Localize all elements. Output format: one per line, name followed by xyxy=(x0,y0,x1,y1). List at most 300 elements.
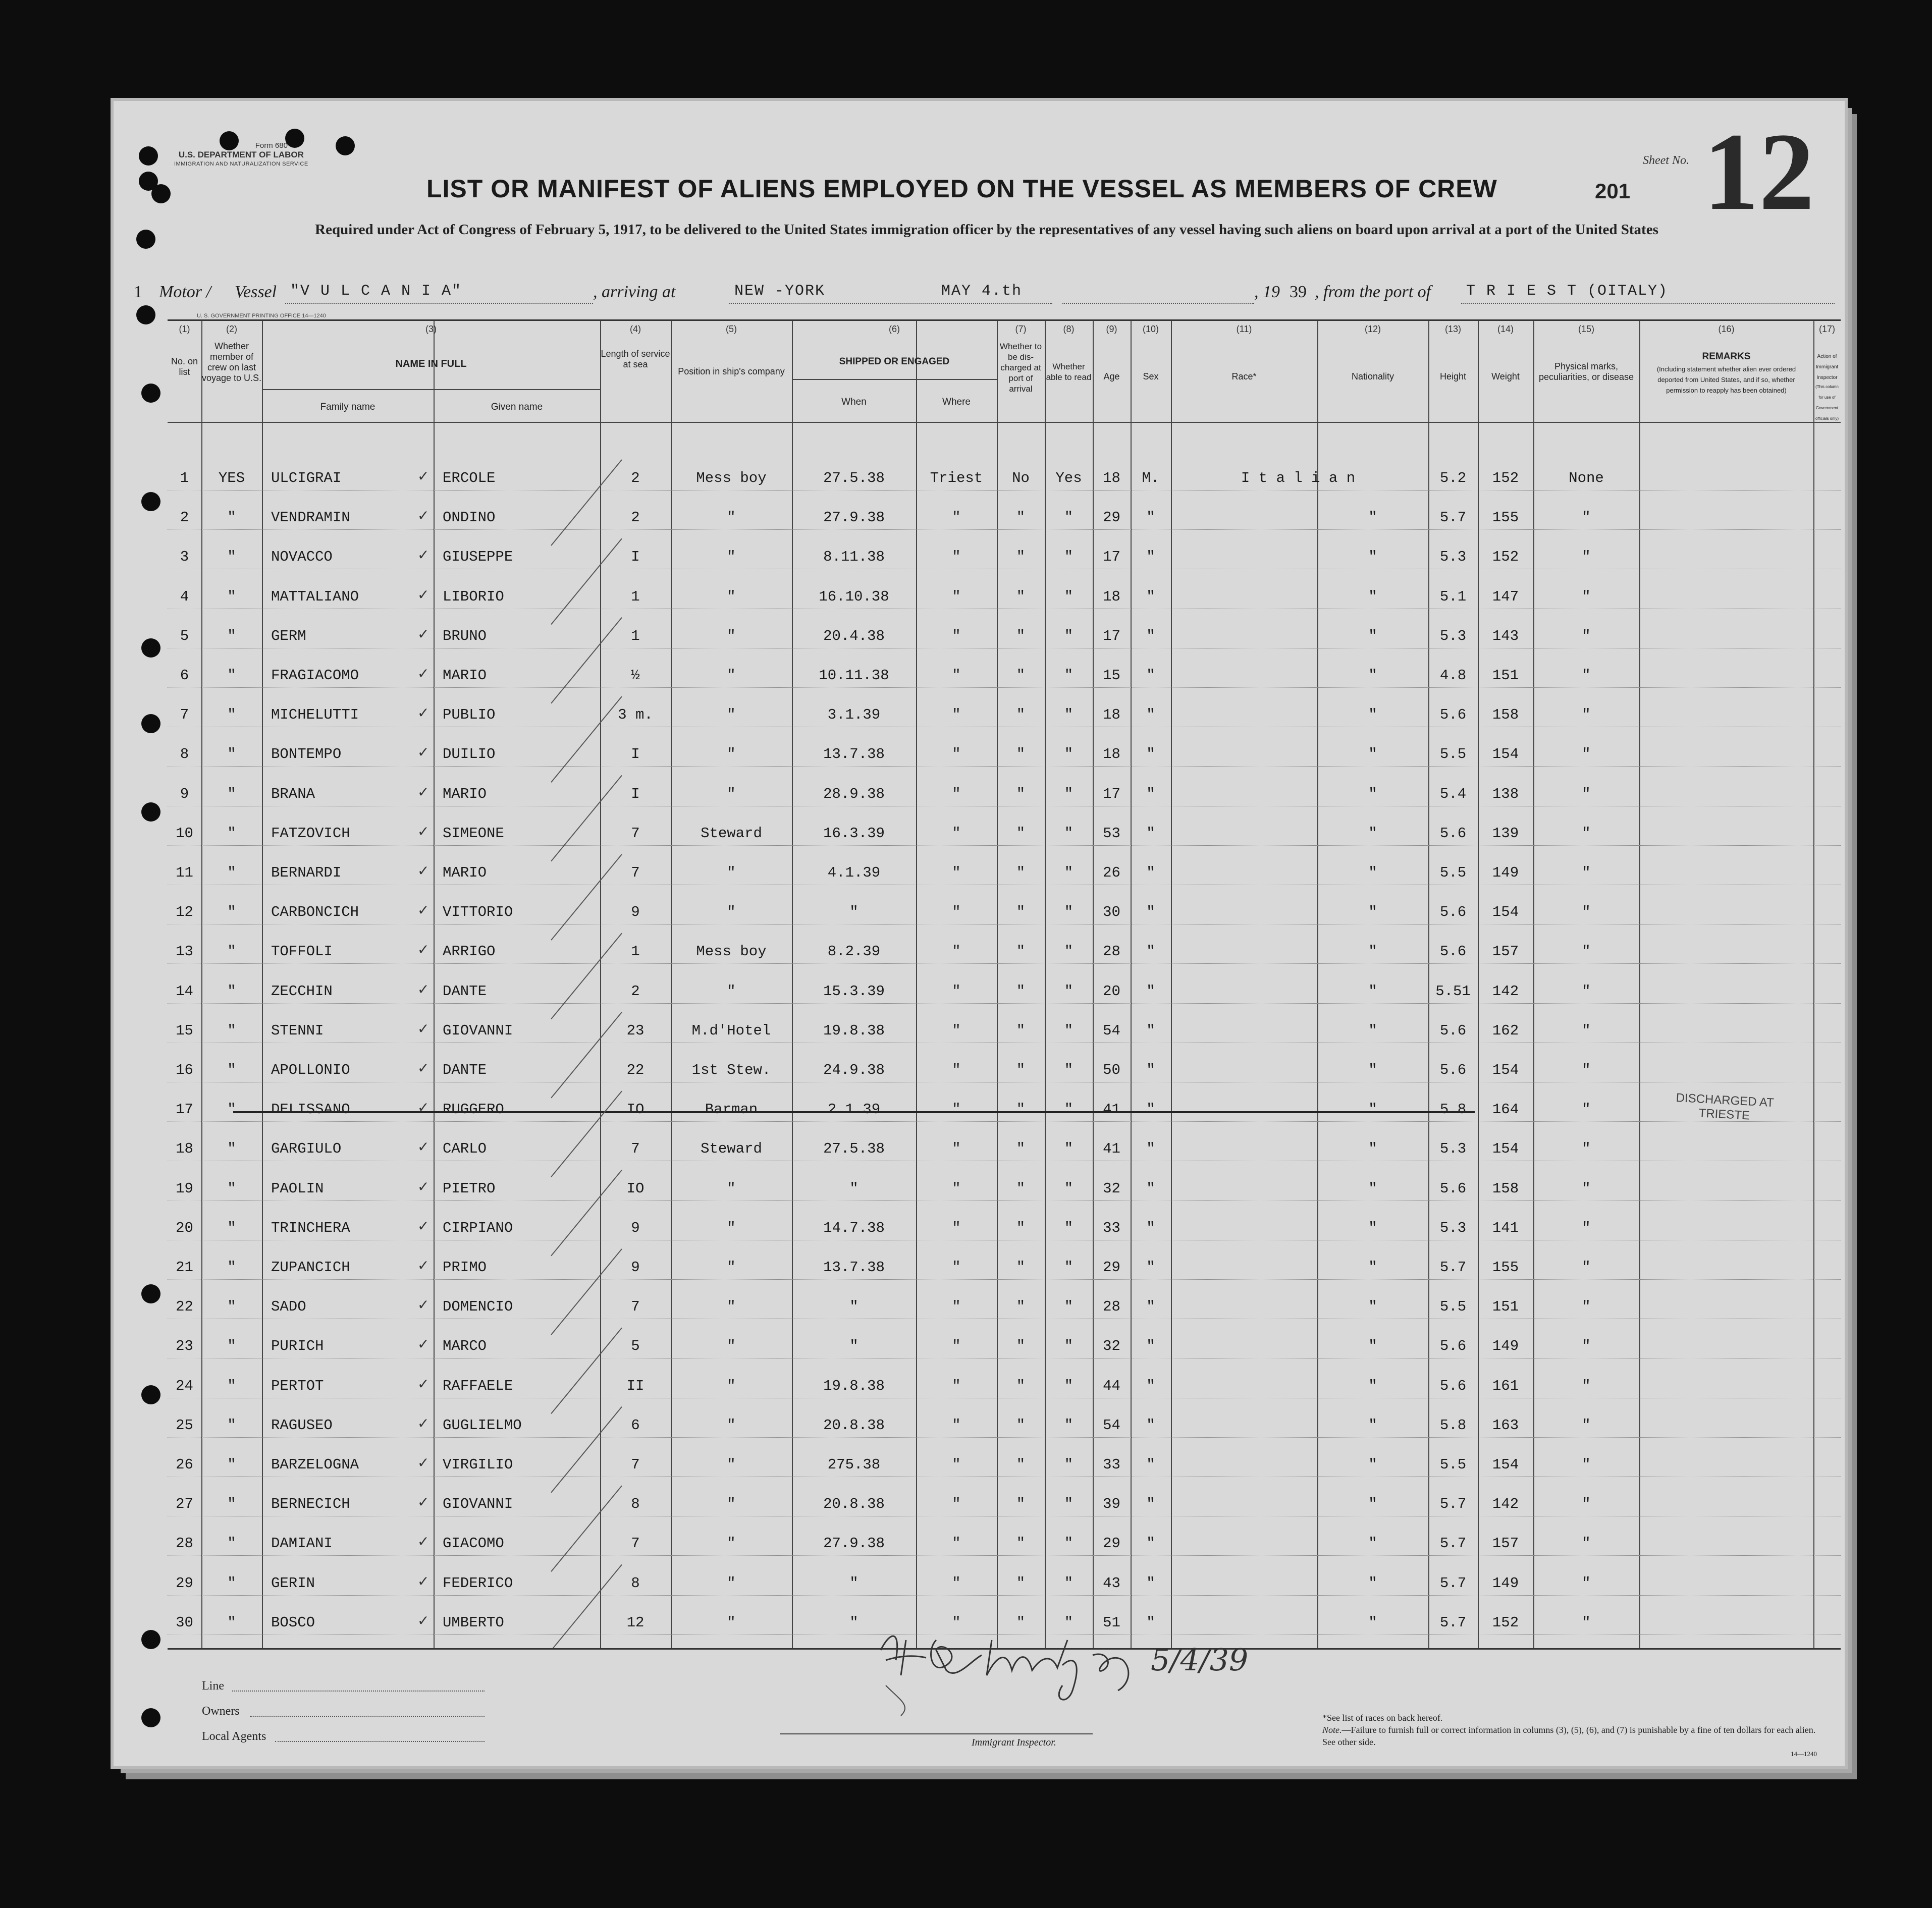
cell-read: " xyxy=(1064,1140,1074,1158)
check-icon: ✓ xyxy=(417,980,430,998)
cell-marks: " xyxy=(1582,1022,1591,1039)
cell-family: BOSCO xyxy=(271,1614,315,1631)
cell-nationality: " xyxy=(1368,1456,1377,1473)
cell-position: " xyxy=(727,785,736,802)
cell-weight: 157 xyxy=(1492,1535,1519,1552)
cell-read: " xyxy=(1064,1496,1074,1513)
cell-discharged: " xyxy=(1016,1614,1026,1631)
cell-service: 5 xyxy=(631,1338,640,1355)
cell-read: " xyxy=(1064,983,1074,1000)
cell-discharged: " xyxy=(1016,1456,1026,1473)
column-number: (3) xyxy=(425,324,437,334)
check-icon: ✓ xyxy=(417,823,430,840)
cell-discharged: " xyxy=(1016,1298,1026,1316)
cell-when: 15.3.39 xyxy=(823,983,885,1000)
pencil-tally-marks xyxy=(168,321,1841,1648)
cell-when: 24.9.38 xyxy=(823,1062,885,1078)
cell-sex: " xyxy=(1146,1180,1155,1197)
cell-sex: " xyxy=(1146,1338,1155,1355)
cell-member: " xyxy=(227,983,236,1000)
sheet-label: Sheet No. xyxy=(1643,154,1689,167)
cell-weight: 142 xyxy=(1492,983,1519,1000)
header-no-on-list: No. on list xyxy=(171,356,198,377)
cell-when: 10.11.38 xyxy=(819,667,889,684)
cell-marks: " xyxy=(1582,1259,1591,1276)
cell-service: 6 xyxy=(631,1416,640,1434)
cell-marks: " xyxy=(1582,825,1591,842)
header-nationality: Nationality xyxy=(1351,371,1394,381)
cell-service: 2 xyxy=(631,509,640,526)
cell-weight: 151 xyxy=(1492,1298,1519,1316)
cell-when: " xyxy=(849,1574,858,1592)
departure-port: T R I E S T (OITALY) xyxy=(1466,283,1669,300)
cell-weight: 154 xyxy=(1492,1140,1519,1158)
cell-member: " xyxy=(227,627,236,644)
cell-age: 17 xyxy=(1103,785,1120,802)
vessel-line xyxy=(134,283,1840,308)
cell-given: PIETRO xyxy=(443,1180,496,1197)
cell-age: 28 xyxy=(1103,1298,1120,1316)
cell-family: FRAGIACOMO xyxy=(271,667,359,684)
cell-sex: " xyxy=(1146,1022,1155,1039)
check-icon: ✓ xyxy=(417,1494,430,1511)
cell-height: 5.3 xyxy=(1439,549,1467,566)
column-number: (2) xyxy=(226,324,237,334)
check-icon: ✓ xyxy=(417,1533,430,1550)
cell-family: GERIN xyxy=(271,1574,315,1592)
punch-hole xyxy=(141,1630,160,1649)
cell-weight: 147 xyxy=(1492,588,1519,605)
header-action-note: (This column for use of Government officials only) xyxy=(1815,385,1839,421)
cell-age: 17 xyxy=(1103,627,1120,644)
cell-read: " xyxy=(1064,1377,1074,1394)
cell-nationality: I t a l i a n xyxy=(1241,470,1356,486)
cell-family: GARGIULO xyxy=(271,1140,342,1158)
cell-height: 5.7 xyxy=(1439,509,1467,526)
cell-height: 5.5 xyxy=(1439,746,1467,763)
cell-where: " xyxy=(952,904,961,921)
serial-number: 201 xyxy=(1595,179,1631,203)
cell-sex: " xyxy=(1146,667,1155,684)
cell-weight: 141 xyxy=(1492,1219,1519,1236)
cell-height: 5.3 xyxy=(1439,1219,1467,1236)
cell-read: " xyxy=(1064,785,1074,802)
cell-where: " xyxy=(952,1338,961,1355)
cell-no: 20 xyxy=(176,1219,193,1236)
cell-service: 9 xyxy=(631,1259,640,1276)
cell-where: " xyxy=(952,1140,961,1158)
cell-given: PRIMO xyxy=(443,1259,487,1276)
vessel-label: Vessel xyxy=(235,283,277,301)
cell-marks: " xyxy=(1582,1496,1591,1513)
cell-no: 10 xyxy=(176,825,193,842)
cell-family: PAOLIN xyxy=(271,1180,324,1197)
cell-family: TOFFOLI xyxy=(271,943,333,960)
cell-no: 13 xyxy=(176,943,193,960)
cell-age: 33 xyxy=(1103,1456,1120,1473)
column-number: (16) xyxy=(1718,324,1735,334)
cell-where: " xyxy=(952,588,961,605)
cell-where: " xyxy=(952,549,961,566)
cell-height: 5.7 xyxy=(1439,1259,1467,1276)
cell-given: BRUNO xyxy=(443,627,487,644)
cell-read: " xyxy=(1064,1180,1074,1197)
check-icon: ✓ xyxy=(417,1612,430,1629)
cell-weight: 163 xyxy=(1492,1416,1519,1434)
cell-discharged: " xyxy=(1016,706,1026,724)
cell-member: " xyxy=(227,746,236,763)
sheet-number: 12 xyxy=(1703,110,1814,233)
races-note: *See list of races on back hereof. xyxy=(1322,1713,1443,1723)
cell-position: Barman xyxy=(705,1101,758,1118)
cell-marks: " xyxy=(1582,549,1591,566)
check-icon: ✓ xyxy=(417,1336,430,1353)
cell-nationality: " xyxy=(1368,1140,1377,1158)
cell-where: " xyxy=(952,825,961,842)
cell-given: MARCO xyxy=(443,1338,487,1355)
cell-where: " xyxy=(952,1180,961,1197)
header-age: Age xyxy=(1103,371,1120,381)
cell-given: MARIO xyxy=(443,667,487,684)
cell-given: GUGLIELMO xyxy=(443,1416,522,1434)
cell-when: 20.8.38 xyxy=(823,1416,885,1434)
header-weight: Weight xyxy=(1491,371,1520,381)
cell-age: 29 xyxy=(1103,1259,1120,1276)
punch-hole xyxy=(141,714,160,733)
column-number: (12) xyxy=(1364,324,1381,334)
cell-age: 18 xyxy=(1103,470,1120,486)
cell-family: ZECCHIN xyxy=(271,983,333,1000)
header-length-service: Length of service at sea xyxy=(601,349,670,369)
cell-age: 41 xyxy=(1103,1101,1120,1118)
cell-service: II xyxy=(626,1377,645,1394)
cell-discharged: " xyxy=(1016,1416,1026,1434)
cell-age: 44 xyxy=(1103,1377,1120,1394)
cell-position: Steward xyxy=(701,1140,762,1158)
cell-sex: " xyxy=(1146,1416,1155,1434)
cell-given: DANTE xyxy=(443,983,487,1000)
cell-marks: " xyxy=(1582,785,1591,802)
cell-member: " xyxy=(227,588,236,605)
cell-age: 43 xyxy=(1103,1574,1120,1592)
cell-height: 5.4 xyxy=(1439,785,1467,802)
cell-no: 27 xyxy=(176,1496,193,1513)
header-height: Height xyxy=(1439,371,1467,381)
cell-nationality: " xyxy=(1368,1219,1377,1236)
cell-given: FEDERICO xyxy=(443,1574,513,1592)
cell-no: 1 xyxy=(180,470,189,486)
cell-where: " xyxy=(952,746,961,763)
cell-marks: " xyxy=(1582,864,1591,881)
cell-weight: 158 xyxy=(1492,706,1519,724)
cell-height: 5.6 xyxy=(1439,825,1467,842)
cell-position: " xyxy=(727,1456,736,1473)
cell-age: 15 xyxy=(1103,667,1120,684)
cell-sex: " xyxy=(1146,588,1155,605)
cell-age: 50 xyxy=(1103,1062,1120,1078)
cell-member: " xyxy=(227,785,236,802)
header-sex: Sex xyxy=(1143,371,1159,381)
cell-no: 15 xyxy=(176,1022,193,1039)
cell-sex: " xyxy=(1146,1219,1155,1236)
cell-nationality: " xyxy=(1368,1338,1377,1355)
cell-age: 28 xyxy=(1103,943,1120,960)
form-code: 14—1240 xyxy=(1791,1750,1817,1758)
cell-read: " xyxy=(1064,825,1074,842)
cell-nationality: " xyxy=(1368,627,1377,644)
cell-member: YES xyxy=(218,470,245,486)
check-icon: ✓ xyxy=(417,1138,430,1156)
cell-member: " xyxy=(227,509,236,526)
cell-weight: 157 xyxy=(1492,943,1519,960)
cell-no: 25 xyxy=(176,1416,193,1434)
cell-when: 20.8.38 xyxy=(823,1496,885,1513)
cell-marks: " xyxy=(1582,667,1591,684)
header-where: Where xyxy=(942,397,971,407)
cell-service: 2 xyxy=(631,983,640,1000)
cell-where: " xyxy=(952,1101,961,1118)
cell-height: 5.1 xyxy=(1439,588,1467,605)
form-identifier xyxy=(174,141,308,169)
cell-member: " xyxy=(227,1140,236,1158)
cell-when: 13.7.38 xyxy=(823,746,885,763)
check-icon: ✓ xyxy=(417,941,430,958)
cell-height: 5.6 xyxy=(1439,1377,1467,1394)
cell-family: BRANA xyxy=(271,785,315,802)
form-number: Form 680 xyxy=(255,141,288,150)
cell-discharged: " xyxy=(1016,1219,1026,1236)
cell-when: 13.7.38 xyxy=(823,1259,885,1276)
cell-read: " xyxy=(1064,627,1074,644)
cell-family: ZUPANCICH xyxy=(271,1259,350,1276)
cell-member: " xyxy=(227,1377,236,1394)
cell-service: 1 xyxy=(631,627,640,644)
cell-family: GERM xyxy=(271,627,306,644)
cell-position: 1st Stew. xyxy=(691,1062,771,1078)
cell-when: " xyxy=(849,904,858,921)
check-icon: ✓ xyxy=(417,783,430,800)
cell-family: MATTALIANO xyxy=(271,588,359,605)
cell-height: 5.8 xyxy=(1439,1416,1467,1434)
cell-service: I xyxy=(631,549,640,566)
cell-read: " xyxy=(1064,1535,1074,1552)
crew-table xyxy=(168,319,1841,1650)
cell-discharged: " xyxy=(1016,1140,1026,1158)
owners-label: Owners xyxy=(202,1705,240,1718)
cell-sex: " xyxy=(1146,1574,1155,1592)
cell-read: " xyxy=(1064,1298,1074,1316)
check-icon: ✓ xyxy=(417,704,430,722)
cell-given: ARRIGO xyxy=(443,943,496,960)
cell-service: 12 xyxy=(626,1614,645,1631)
cell-family: RAGUSEO xyxy=(271,1416,333,1434)
header-position: Position in ship's company xyxy=(678,366,785,376)
inspector-signature xyxy=(871,1620,1325,1721)
punch-hole xyxy=(151,184,171,203)
cell-read: " xyxy=(1064,1574,1074,1592)
cell-nationality: " xyxy=(1368,785,1377,802)
cell-weight: 139 xyxy=(1492,825,1519,842)
punch-hole xyxy=(141,384,160,403)
check-icon: ✓ xyxy=(417,586,430,603)
cell-position: " xyxy=(727,1180,736,1197)
cell-discharged: " xyxy=(1016,1574,1026,1592)
cell-member: " xyxy=(227,667,236,684)
cell-family: APOLLONIO xyxy=(271,1062,350,1078)
cell-member: " xyxy=(227,825,236,842)
cell-where: " xyxy=(952,983,961,1000)
cell-no: 24 xyxy=(176,1377,193,1394)
cell-service: 7 xyxy=(631,1298,640,1316)
cell-no: 23 xyxy=(176,1338,193,1355)
cell-read: " xyxy=(1064,1416,1074,1434)
cell-when: 16.10.38 xyxy=(819,588,889,605)
cell-when: 27.5.38 xyxy=(823,1140,885,1158)
cell-weight: 154 xyxy=(1492,1456,1519,1473)
cell-where: " xyxy=(952,1496,961,1513)
cell-where: " xyxy=(952,1377,961,1394)
cell-discharged: " xyxy=(1016,1062,1026,1078)
from-label: , from the port of xyxy=(1315,283,1431,301)
cell-weight: 149 xyxy=(1492,1338,1519,1355)
cell-where: " xyxy=(952,509,961,526)
punch-hole xyxy=(136,305,155,324)
cell-discharged: " xyxy=(1016,627,1026,644)
cell-service: 9 xyxy=(631,904,640,921)
cell-when: " xyxy=(849,1180,858,1197)
punch-hole xyxy=(141,638,160,658)
cell-given: DANTE xyxy=(443,1062,487,1078)
cell-service: 9 xyxy=(631,1219,640,1236)
cell-age: 20 xyxy=(1103,983,1120,1000)
cell-service: 22 xyxy=(626,1062,645,1078)
cell-height: 5.6 xyxy=(1439,1338,1467,1355)
header-action: Action of Immigrant Inspector xyxy=(1815,354,1839,380)
cell-height: 4.8 xyxy=(1439,667,1467,684)
note-text: —Failure to furnish full or correct information in columns (3), (5), (6), and (7) is punishable by a fine of ten dollars for each alien. See other side. xyxy=(1322,1725,1816,1747)
cell-nationality: " xyxy=(1368,1377,1377,1394)
cell-member: " xyxy=(227,1456,236,1473)
punch-hole xyxy=(141,802,160,822)
cell-marks: " xyxy=(1582,943,1591,960)
cell-where: " xyxy=(952,1298,961,1316)
cell-given: SIMEONE xyxy=(443,825,504,842)
cell-discharged: " xyxy=(1016,1535,1026,1552)
punch-hole xyxy=(136,230,155,249)
cell-weight: 143 xyxy=(1492,627,1519,644)
cell-position: " xyxy=(727,904,736,921)
cell-when: 14.7.38 xyxy=(823,1219,885,1236)
check-icon: ✓ xyxy=(417,1572,430,1590)
cell-no: 21 xyxy=(176,1259,193,1276)
cell-sex: " xyxy=(1146,785,1155,802)
check-icon: ✓ xyxy=(417,1020,430,1037)
discharged-stamp: DISCHARGED AT TRIESTE xyxy=(1676,1091,1775,1123)
column-number: (13) xyxy=(1444,324,1461,334)
cell-member: " xyxy=(227,864,236,881)
cell-position: " xyxy=(727,746,736,763)
cell-read: " xyxy=(1064,1101,1074,1118)
cell-nationality: " xyxy=(1368,746,1377,763)
column-number: (5) xyxy=(726,324,737,334)
cell-age: 30 xyxy=(1103,904,1120,921)
footer-note xyxy=(1322,1712,1827,1760)
cell-no: 6 xyxy=(180,667,189,684)
header-name-in-full: NAME IN FULL xyxy=(395,358,467,369)
service-name: IMMIGRATION AND NATURALIZATION SERVICE xyxy=(174,161,308,167)
cell-nationality: " xyxy=(1368,1298,1377,1316)
cell-age: 54 xyxy=(1103,1416,1120,1434)
cell-discharged: " xyxy=(1016,904,1026,921)
cell-nationality: " xyxy=(1368,943,1377,960)
note-label: Note. xyxy=(1322,1725,1342,1735)
check-icon: ✓ xyxy=(417,1296,430,1314)
motor-label: Motor / xyxy=(159,283,211,301)
cell-marks: " xyxy=(1582,983,1591,1000)
cell-nationality: " xyxy=(1368,1180,1377,1197)
cell-position: M.d'Hotel xyxy=(691,1022,771,1039)
cell-marks: " xyxy=(1582,1062,1591,1078)
cell-discharged: " xyxy=(1016,509,1026,526)
cell-weight: 161 xyxy=(1492,1377,1519,1394)
cell-service: ½ xyxy=(631,667,640,684)
cell-family: ULCIGRAI xyxy=(271,470,342,486)
column-number: (1) xyxy=(179,324,190,334)
cell-given: RAFFAELE xyxy=(443,1377,513,1394)
check-icon: ✓ xyxy=(417,1099,430,1116)
cell-position: Mess boy xyxy=(696,470,767,486)
cell-where: " xyxy=(952,627,961,644)
manifest-subtitle: Required under Act of Congress of February 5, 1917, to be delivered to the United States immigration officer by the representatives of any vessel having such aliens on board upon arrival at a port of the United States xyxy=(315,222,1658,238)
cell-marks: " xyxy=(1582,1416,1591,1434)
cell-position: " xyxy=(727,509,736,526)
cell-given: GIUSEPPE xyxy=(443,549,513,566)
cell-nationality: " xyxy=(1368,1101,1377,1118)
check-icon: ✓ xyxy=(417,902,430,919)
column-number: (7) xyxy=(1015,324,1027,334)
cell-service: 7 xyxy=(631,864,640,881)
cell-read: " xyxy=(1064,1338,1074,1355)
cell-no: 3 xyxy=(180,549,189,566)
cell-sex: " xyxy=(1146,627,1155,644)
cell-where: " xyxy=(952,1614,961,1631)
cell-age: 32 xyxy=(1103,1180,1120,1197)
cell-service: 3 m. xyxy=(618,706,653,724)
cell-sex: " xyxy=(1146,746,1155,763)
cell-given: UMBERTO xyxy=(443,1614,504,1631)
header-able-to-read: Whether able to read xyxy=(1046,362,1092,382)
check-icon: ✓ xyxy=(417,665,430,682)
cell-family: CARBONCICH xyxy=(271,904,359,921)
cell-age: 17 xyxy=(1103,549,1120,566)
cell-when: " xyxy=(849,1338,858,1355)
cell-no: 28 xyxy=(176,1535,193,1552)
cell-height: 5.7 xyxy=(1439,1574,1467,1592)
cell-family: DELISSANO xyxy=(271,1101,350,1118)
cell-age: 18 xyxy=(1103,746,1120,763)
cell-marks: " xyxy=(1582,1377,1591,1394)
cell-height: 5.5 xyxy=(1439,864,1467,881)
cell-height: 5.6 xyxy=(1439,943,1467,960)
cell-member: " xyxy=(227,1298,236,1316)
cell-service: 1 xyxy=(631,588,640,605)
cell-discharged: No xyxy=(1012,470,1030,486)
cell-service: 7 xyxy=(631,1456,640,1473)
cell-position: " xyxy=(727,1338,736,1355)
check-icon: ✓ xyxy=(417,862,430,879)
cell-where: " xyxy=(952,1535,961,1552)
cell-given: MARIO xyxy=(443,864,487,881)
